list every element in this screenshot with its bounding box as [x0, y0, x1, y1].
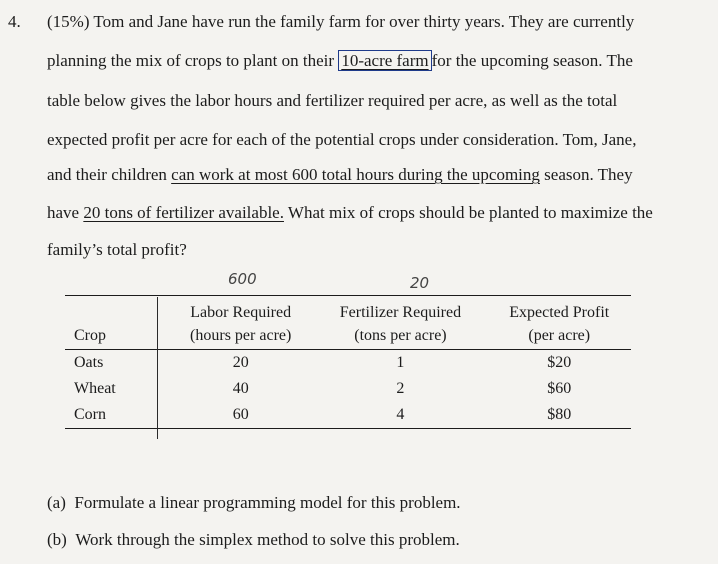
table-header-row: [65, 296, 631, 322]
question-line-6: [47, 203, 653, 223]
table-header-cell: [65, 296, 168, 322]
table-cell: 2: [396, 380, 405, 397]
line-5-post: season. They: [539, 165, 633, 184]
table-cell: 60: [168, 402, 313, 429]
question-line-3: table below gives the labor hours and fertilizer required per acre, as well as the total: [47, 91, 618, 110]
table-row: [65, 376, 631, 402]
table-cell: $80: [487, 402, 631, 429]
crop-table: [65, 296, 631, 429]
part-a-text: Formulate a linear programming model for this problem.: [74, 493, 461, 512]
part-b-label: (b): [47, 530, 67, 549]
handwritten-fertilizer-note: 20: [410, 274, 430, 292]
table-cell: $60: [547, 380, 572, 397]
table-column-divider: [157, 297, 158, 439]
question-line-2: [47, 51, 633, 71]
table-cell: 40: [232, 380, 249, 397]
table-cell: Corn: [65, 402, 168, 429]
fertilizer-limit-underlined: 20 tons of fertilizer available.: [83, 203, 284, 222]
part-a-label: (a): [47, 493, 66, 512]
table-cell: 1: [396, 354, 405, 371]
line-5-pre: and their children: [47, 165, 167, 184]
part-b: [47, 530, 460, 550]
table-header-cell: Labor Required: [190, 304, 292, 321]
line-6-post: What mix of crops should be planted to maximize the: [283, 203, 653, 222]
part-a: [47, 493, 461, 513]
handwritten-labor-note: 600: [228, 270, 257, 288]
table-header-cell: Expected Profit: [509, 304, 610, 321]
table-row: [65, 402, 631, 429]
table-cell: $20: [547, 354, 572, 371]
table-header-cell: Fertilizer Required: [339, 304, 462, 321]
line-2-post: for the upcoming season. The: [431, 51, 633, 70]
line-6-pre: have: [47, 203, 84, 222]
question-number: 4.: [8, 12, 21, 31]
table-header-cell: (hours per acre): [168, 322, 313, 350]
table-header-cell: (tons per acre): [313, 322, 487, 350]
farm-size-boxed: 10-acre farm: [338, 50, 431, 71]
line-2-pre: planning the mix of crops to plant on their: [47, 51, 339, 70]
table-cell: 4: [313, 402, 487, 429]
table-row: [65, 350, 631, 377]
labor-limit-underlined: can work at most 600 total hours during the upcoming: [171, 165, 540, 184]
question-line-1: (15%) Tom and Jane have run the family farm for over thirty years. They are currently: [47, 12, 635, 31]
table-header-cell: Crop: [65, 322, 168, 350]
table-header-row: [65, 322, 631, 350]
table-cell: Oats: [74, 354, 104, 371]
question-line-5: [47, 165, 633, 185]
question-line-7: family’s total profit?: [47, 240, 187, 259]
table-cell: 20: [232, 354, 249, 371]
part-b-text: Work through the simplex method to solve this problem.: [75, 530, 460, 549]
question-line-4: expected profit per acre for each of the potential crops under consideration. Tom, Jane,: [47, 130, 637, 149]
table-header-cell: (per acre): [487, 322, 631, 350]
table-cell: Wheat: [74, 380, 116, 397]
